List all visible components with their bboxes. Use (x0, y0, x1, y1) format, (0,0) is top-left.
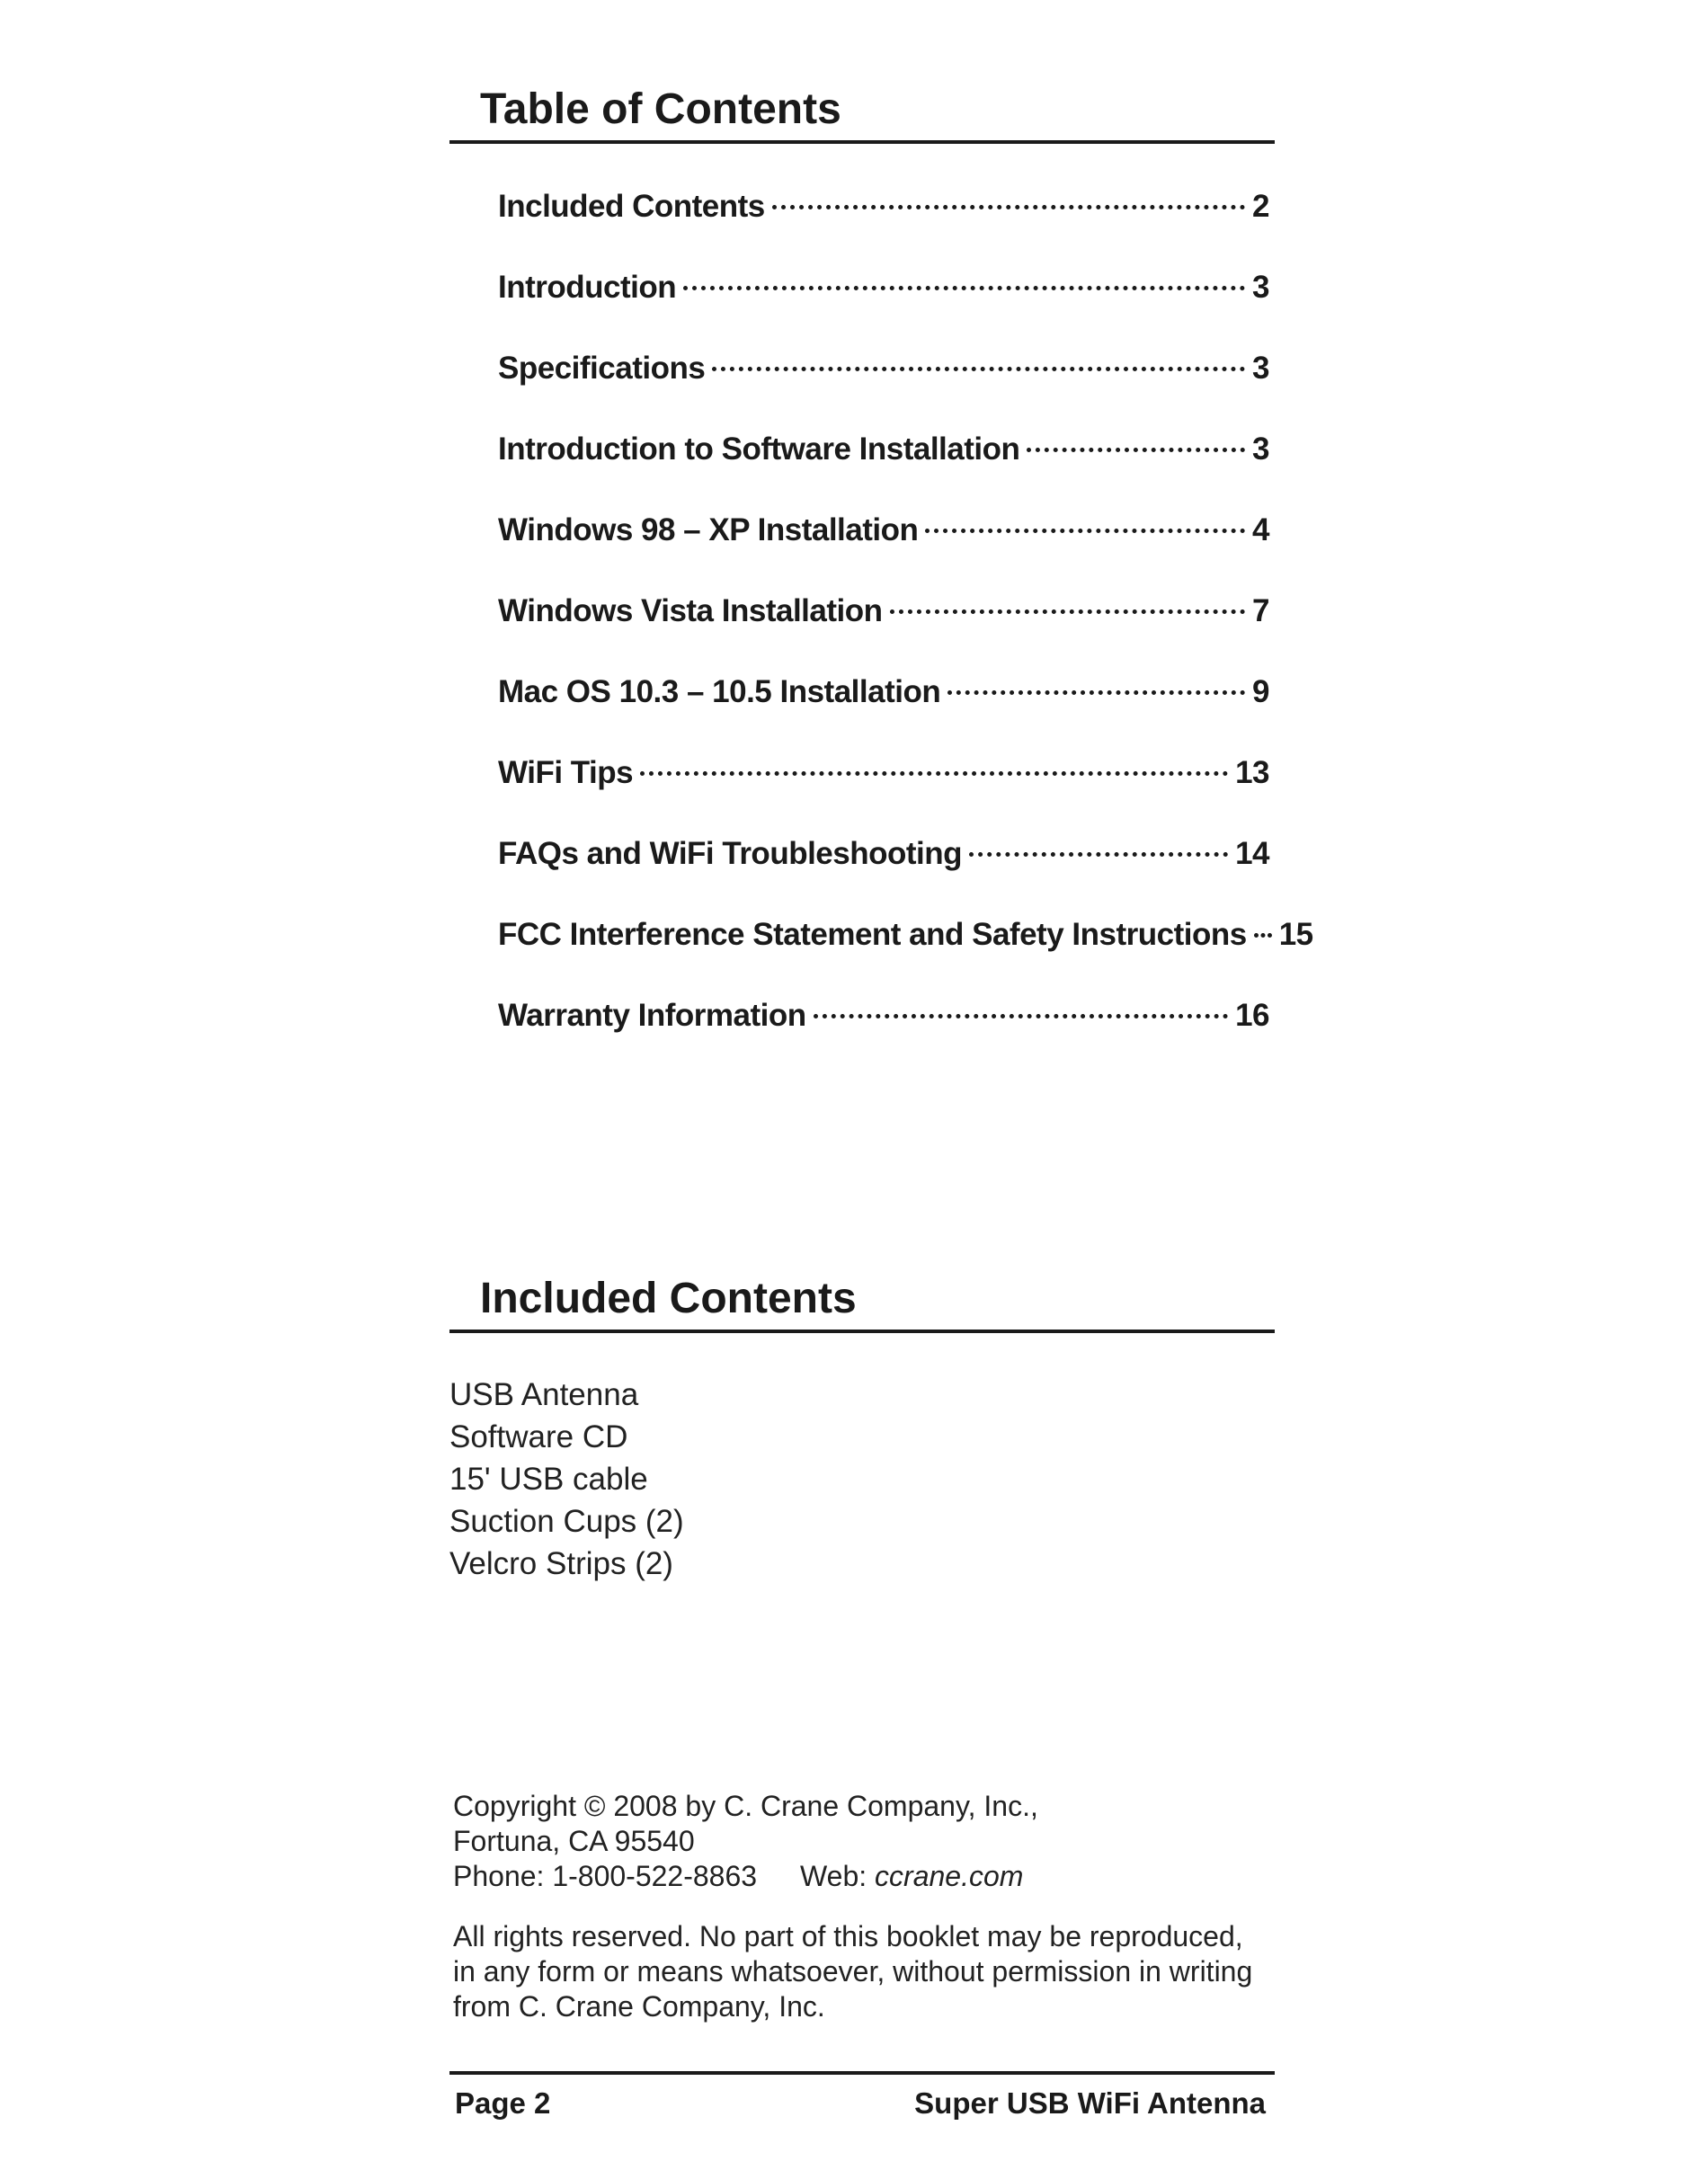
page-footer (449, 2071, 1275, 2121)
toc-entry-title: Introduction to Software Installation (498, 431, 1020, 467)
toc-entry-title: Included Contents (498, 189, 765, 224)
toc-entry-page: 3 (1252, 431, 1269, 467)
page-number: Page 2 (455, 2086, 551, 2120)
list-item: Software CD (449, 1419, 628, 1454)
toc-entry-title: Specifications (498, 351, 706, 386)
toc-entry-page: 7 (1252, 593, 1269, 628)
toc-entry-page: 3 (1252, 351, 1269, 386)
toc-entry[interactable] (498, 746, 1269, 827)
toc-heading (449, 84, 1275, 144)
toc-entry-title: Mac OS 10.3 – 10.5 Installation (498, 674, 941, 709)
toc-entry-page: 4 (1252, 512, 1269, 547)
toc-entry-page: 15 (1278, 917, 1313, 952)
toc-entry-title: Windows 98 – XP Installation (498, 512, 919, 547)
toc-entry-title: Introduction (498, 270, 677, 305)
list-item: Velcro Strips (2) (449, 1546, 673, 1581)
toc-entry[interactable] (498, 261, 1269, 342)
list-item: 15' USB cable (449, 1462, 648, 1497)
toc-entry[interactable] (498, 584, 1269, 665)
toc-leader-dots (712, 367, 1245, 371)
rights-line: All rights reserved. No part of this booklet may be reproduced, (453, 1920, 1243, 1952)
toc-entry[interactable] (498, 908, 1313, 989)
toc-entry-page: 16 (1235, 998, 1269, 1033)
web-label: Web: (800, 1860, 867, 1892)
included-contents-heading (449, 1274, 1275, 1333)
toc-entry-title: Warranty Information (498, 998, 806, 1033)
toc-entry[interactable] (498, 989, 1269, 1070)
toc-leader-dots (640, 771, 1228, 776)
copyright-block (453, 1789, 1262, 2024)
list-item: Suction Cups (2) (449, 1504, 684, 1539)
toc-entry-title: Windows Vista Installation (498, 593, 883, 628)
toc-entry-page: 2 (1252, 189, 1269, 224)
list-item: USB Antenna (449, 1377, 639, 1412)
web-link[interactable]: ccrane.com (875, 1860, 1024, 1892)
toc-entry-page: 14 (1235, 836, 1269, 871)
toc-entry-title: FAQs and WiFi Troubleshooting (498, 836, 963, 871)
toc-heading-text: Table of Contents (480, 85, 841, 133)
included-contents-list (449, 1374, 684, 1585)
toc-entry[interactable] (498, 827, 1269, 908)
product-name: Super USB WiFi Antenna (914, 2086, 1266, 2120)
toc-entry[interactable] (498, 422, 1269, 503)
copyright-line: Copyright © 2008 by C. Crane Company, Inc., (453, 1790, 1038, 1822)
toc-entry[interactable] (498, 503, 1269, 584)
toc-entry-title: WiFi Tips (498, 755, 634, 790)
toc-leader-dots (1027, 448, 1245, 452)
phone-text: Phone: 1-800-522-8863 (453, 1860, 758, 1892)
rights-line: from C. Crane Company, Inc. (453, 1990, 825, 2023)
toc-leader-dots (772, 205, 1245, 209)
toc-leader-dots (683, 286, 1245, 290)
document-page (449, 0, 1313, 2179)
toc-leader-dots (814, 1014, 1228, 1018)
included-contents-heading-text: Included Contents (480, 1275, 857, 1322)
toc-leader-dots (925, 529, 1245, 533)
address-line: Fortuna, CA 95540 (453, 1825, 695, 1857)
toc-entry-page: 13 (1235, 755, 1269, 790)
toc-leader-dots (1254, 933, 1272, 938)
toc-entry[interactable] (498, 342, 1269, 422)
contact-line (453, 1859, 1262, 1894)
toc-entry[interactable] (498, 180, 1269, 261)
toc-leader-dots (890, 609, 1246, 614)
toc-entry-page: 3 (1252, 270, 1269, 305)
toc-list (498, 180, 1313, 1070)
toc-entry-title: FCC Interference Statement and Safety Instructions (498, 917, 1247, 952)
toc-entry[interactable] (498, 665, 1269, 746)
rights-line: in any form or means whatsoever, without permission in writing (453, 1955, 1253, 1988)
toc-entry-page: 9 (1252, 674, 1269, 709)
toc-leader-dots (969, 852, 1228, 857)
toc-leader-dots (947, 690, 1245, 695)
